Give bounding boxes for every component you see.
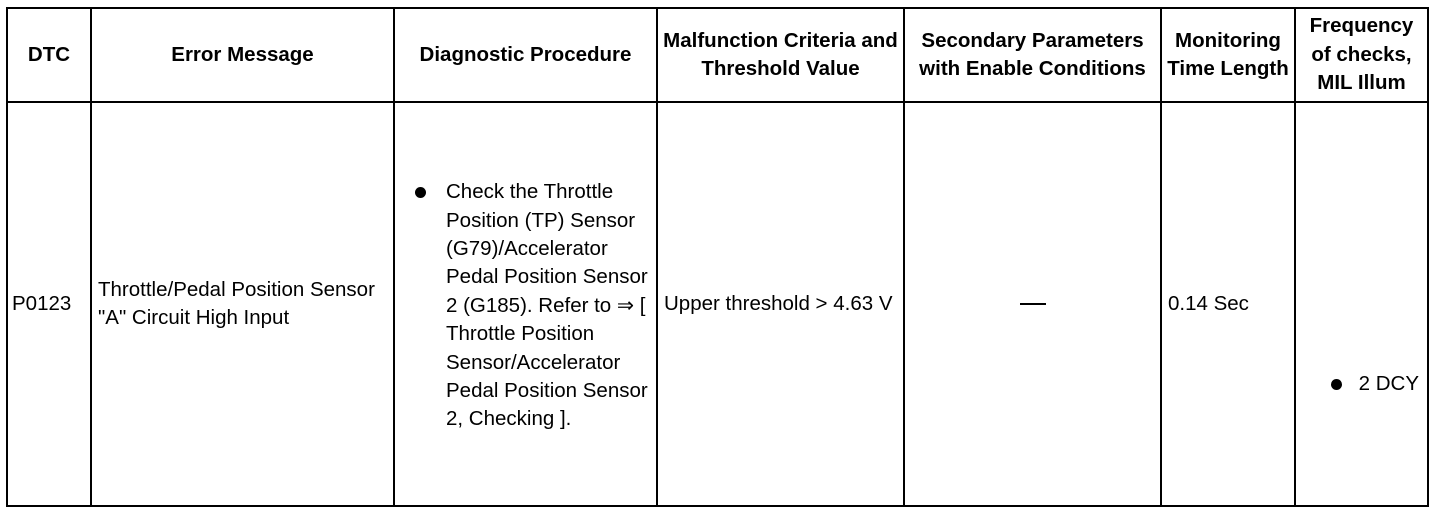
header-secondary-parameters: Secondary Parameters with Enable Conditions [904, 8, 1161, 102]
header-row [7, 8, 1428, 102]
cell-malfunction-criteria: Upper threshold > 4.63 V [657, 102, 904, 506]
cell-dtc-code: P0123 [7, 102, 91, 506]
table-row [7, 102, 1428, 506]
cell-diagnostic-procedure [394, 102, 657, 506]
bullet-icon [1331, 379, 1342, 390]
header-error-message: Error Message [91, 8, 394, 102]
header-diagnostic-procedure: Diagnostic Procedure [394, 8, 657, 102]
header-monitoring-time: Monitoring Time Length [1161, 8, 1295, 102]
procedure-text: Check the Throttle Position (TP) Sensor (G79)/Accelerator Pedal Position Sensor 2 (G185). Refer to ⇒ [ Throttle Position Sensor/Accelerator Pedal Position Sensor 2, Checking ]. [446, 180, 648, 431]
header-dtc: DTC [7, 8, 91, 102]
list-item [413, 178, 654, 434]
procedure-list [413, 178, 654, 434]
dtc-table [6, 7, 1429, 507]
em-dash-icon [1020, 303, 1046, 305]
cell-monitoring-time: 0.14 Sec [1161, 102, 1295, 506]
frequency-item [1331, 370, 1419, 398]
cell-secondary-parameters [904, 102, 1161, 506]
frequency-text: 2 DCY [1358, 372, 1419, 396]
bullet-icon [415, 187, 426, 198]
cell-error-message: Throttle/Pedal Position Sensor "A" Circuit High Input [91, 102, 394, 506]
header-frequency: Frequency of checks, MIL Illum [1295, 8, 1428, 102]
header-malfunction-criteria: Malfunction Criteria and Threshold Value [657, 8, 904, 102]
cell-frequency [1295, 102, 1428, 506]
